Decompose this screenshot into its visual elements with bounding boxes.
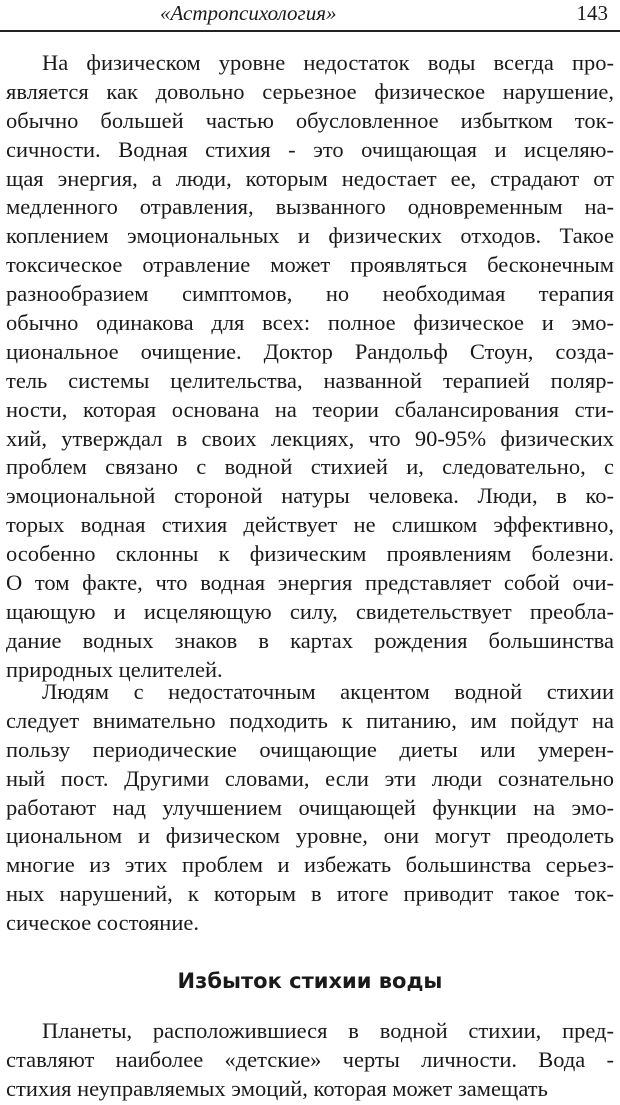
paragraph [6, 1017, 614, 1104]
text-line: дание водных знаков в картах рождения большинства [6, 627, 614, 653]
text-line: природных целителей. [6, 656, 223, 682]
text-line: ный пост. Другими словами, если эти люди сознательно [6, 765, 614, 791]
text-line: ставляют наиболее «детские» черты личности. Вода - [6, 1046, 614, 1072]
text-line: На физическом уровне недостаток воды всегда про- [42, 50, 614, 75]
text-line: разнообразием симптомов, но необходимая терапия [6, 281, 614, 307]
section-heading: Избыток стихии воды [177, 969, 443, 993]
text-line: обычно одинакова для всех: полное физическое и эмо- [6, 310, 614, 336]
text-line: сическое состояние. [6, 910, 199, 936]
text-line: ных нарушений, к которым в итоге приводит такое ток- [6, 881, 614, 907]
text-line: щающую и исцеляющую силу, свидетельствует преобла- [6, 598, 614, 624]
text-line: является как довольно серьезное физическое нарушение, [6, 78, 614, 104]
text-line: проблем связано с водной стихией и, следовательно, с [6, 454, 614, 480]
text-line: эмоциональной стороной натуры человека. Люди, в ко- [6, 483, 614, 509]
text-line: сичности. Водная стихия - это очищающая и исцеляю- [6, 136, 614, 162]
text-line: многие из этих проблем и избежать большинства серьез- [6, 852, 614, 878]
text-line: коплением эмоциональных и физических отходов. Такое [6, 223, 614, 249]
text-line: особенно склонны к физическим проявлениям болезни. [6, 541, 614, 567]
text-line: циональное очищение. Доктор Рандольф Стоун, созда- [6, 338, 614, 364]
text-line: медленного отравления, вызванного одновременным на- [6, 194, 614, 220]
text-line: пользу периодические очищающие диеты или умерен- [6, 736, 614, 762]
text-line: хий, утверждал в своих лекциях, что 90-95% физических [6, 425, 614, 451]
page-number: 143 [576, 1, 608, 25]
text-line: циональном и физическом уровне, они могут преодолеть [6, 823, 614, 849]
text-line: обычно большей частью обусловленное избытком ток- [6, 107, 614, 133]
text-line: стихия неуправляемых эмоций, которая может замещать [6, 1075, 548, 1101]
text-line: тель системы целительства, названной терапией поляр- [6, 367, 614, 393]
text-line: работают над улучшением очищающей функции на эмо- [6, 794, 614, 820]
text-line: щая энергия, а люди, которым недостает ее, страдают от [6, 165, 614, 191]
text-line: следует внимательно подходить к питанию, им пойдут на [6, 707, 614, 733]
running-title: «Астропсихология» [160, 1, 337, 25]
running-header [0, 0, 620, 32]
text-line: О том факте, что водная энергия представляет собой очи- [6, 570, 614, 596]
text-line: Людям с недостаточным акцентом водной стихии [42, 679, 614, 704]
text-line: ности, которая основана на теории сбалансирования сти- [6, 396, 614, 422]
text-line: токсическое отравление может проявляться бесконечным [6, 252, 614, 278]
text-line: Планеты, расположившиеся в водной стихии, пред- [42, 1018, 614, 1043]
paragraph [6, 49, 614, 685]
text-line: торых водная стихия действует не слишком эффективно, [6, 512, 614, 538]
paragraph [6, 678, 614, 938]
